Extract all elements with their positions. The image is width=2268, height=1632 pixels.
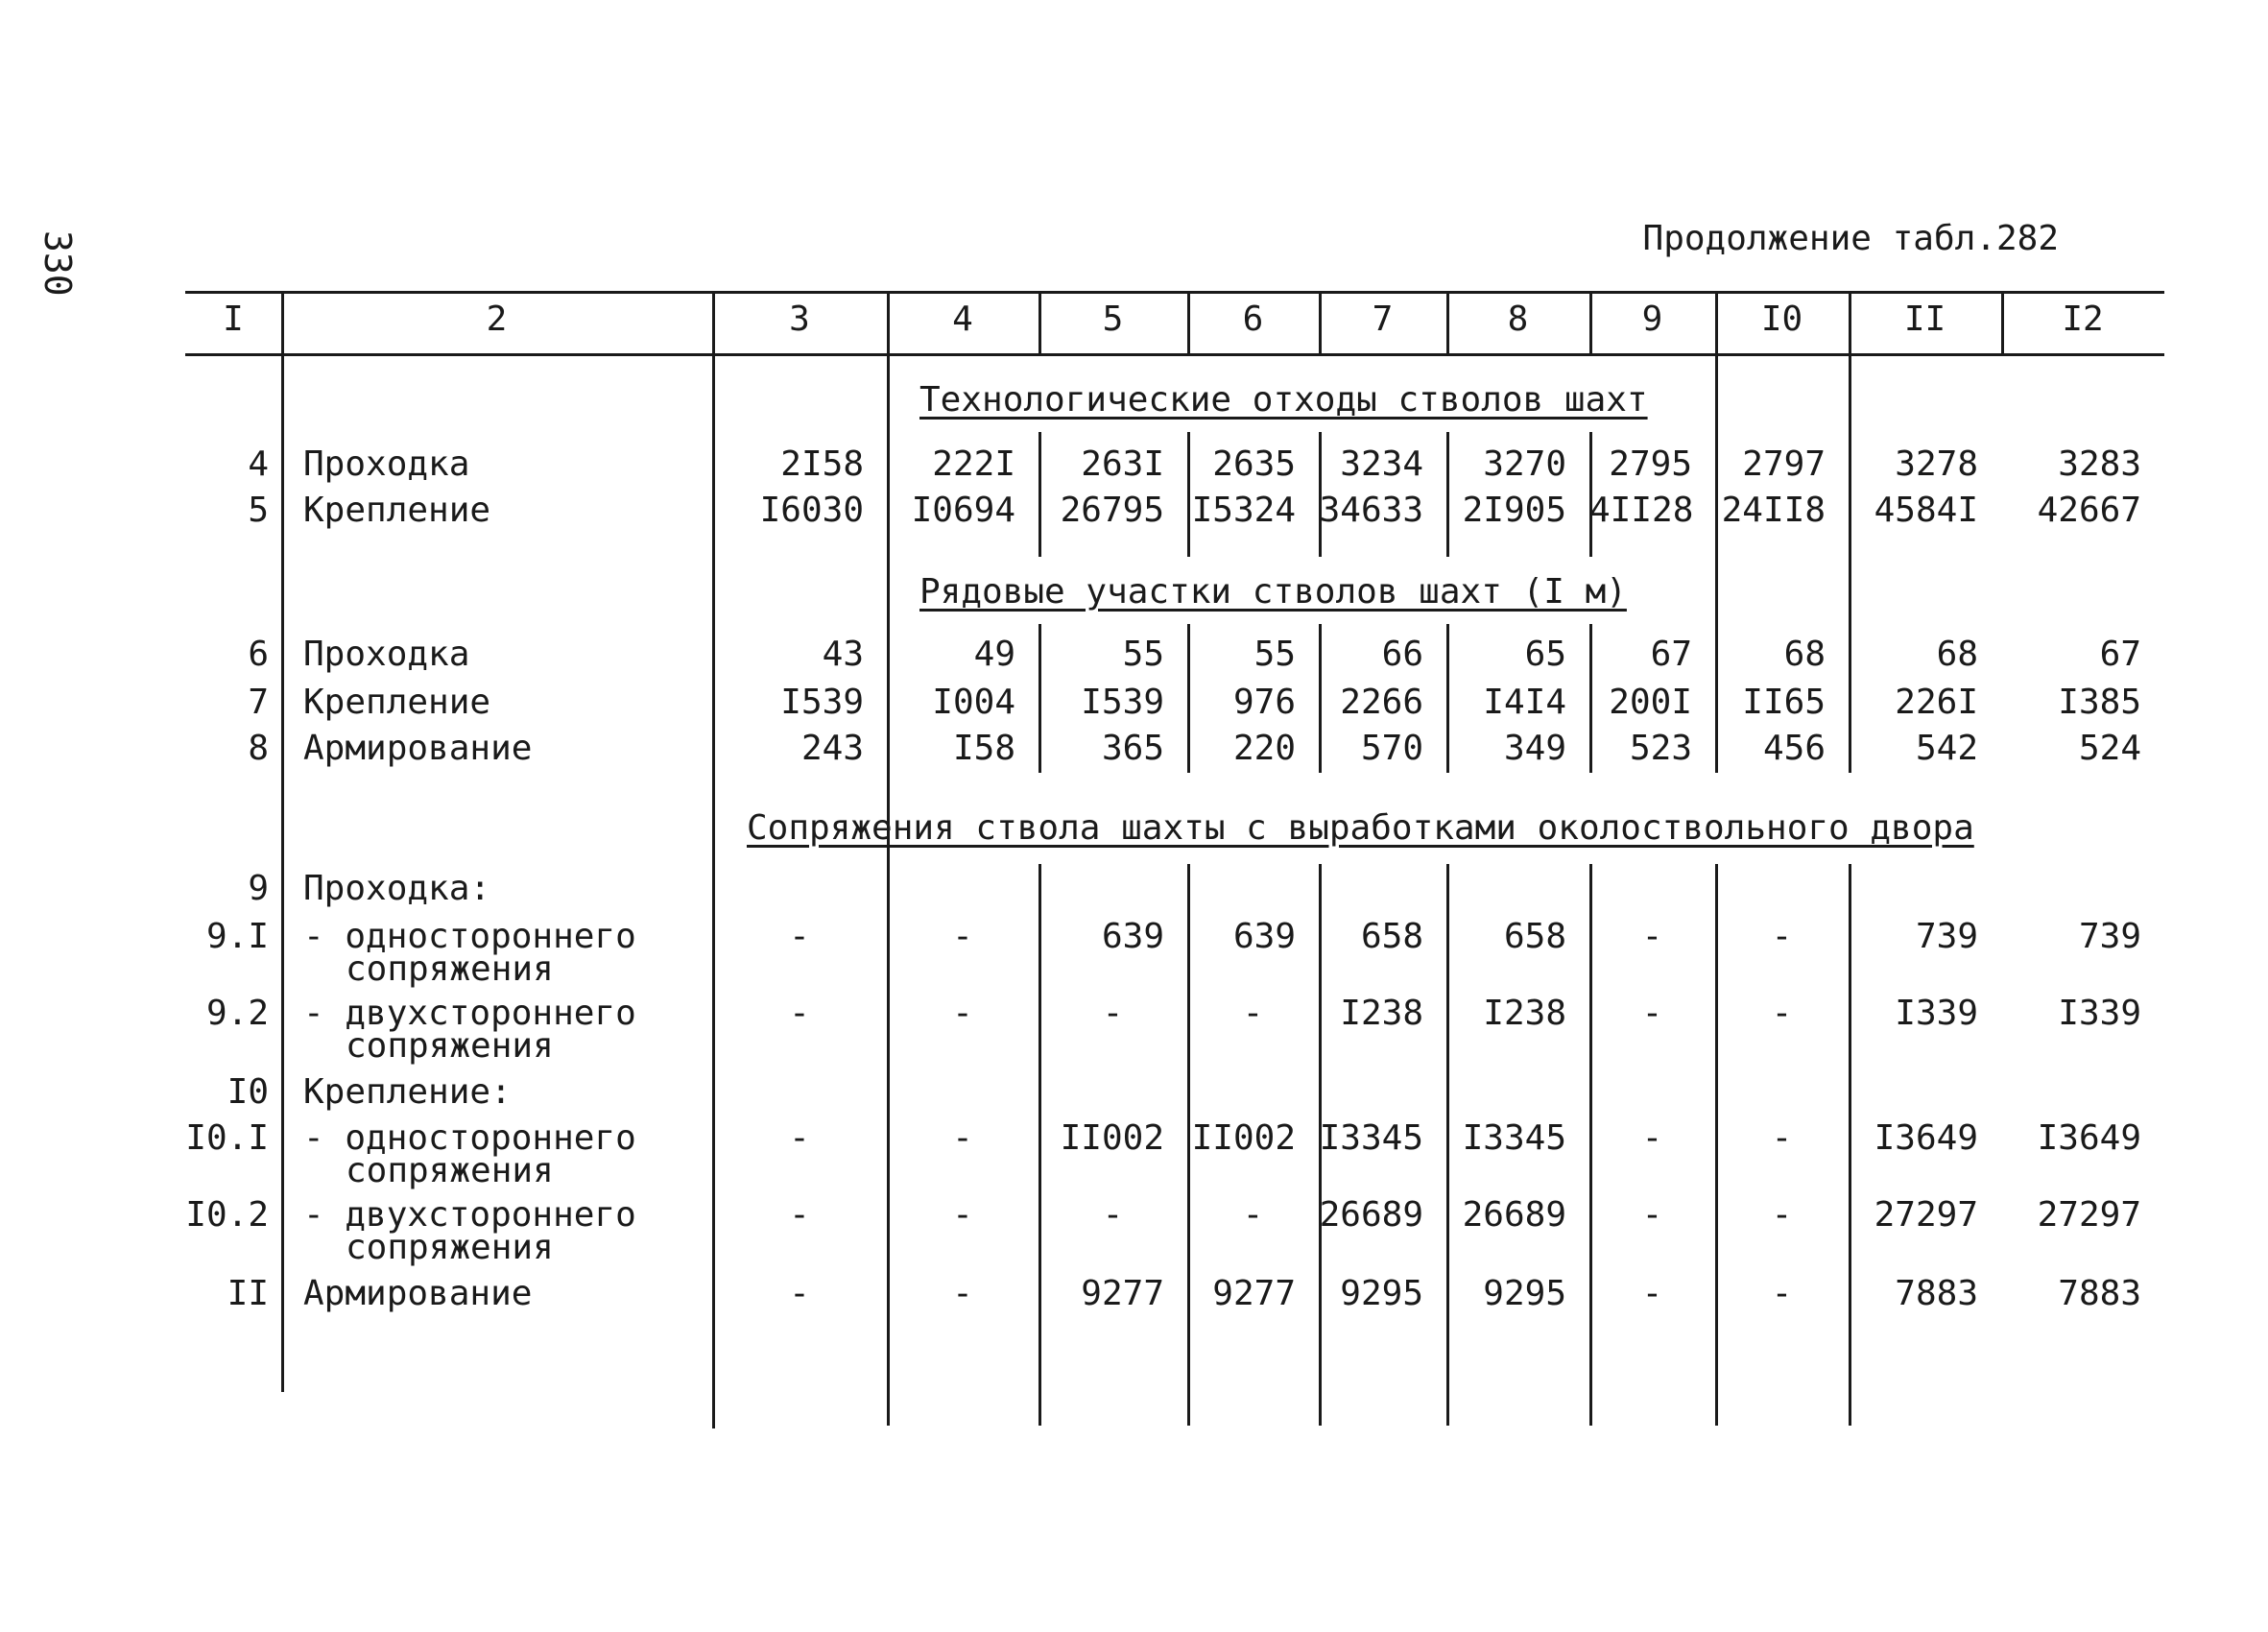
- table-cell: 24II8: [1721, 491, 1826, 530]
- row-number: I0.I: [185, 1118, 269, 1158]
- table-cell: I539: [1081, 683, 1164, 722]
- table-cell: 27297: [2037, 1195, 2141, 1235]
- table-cell: II002: [1060, 1118, 1164, 1158]
- table-cell: -: [789, 1274, 810, 1313]
- table-cell: 3278: [1895, 444, 1978, 484]
- row-number: I0: [227, 1072, 269, 1112]
- column-divider: [281, 356, 284, 1392]
- table-cell: II002: [1191, 1118, 1296, 1158]
- table-cell: -: [952, 1118, 973, 1158]
- table-cell: 49: [973, 635, 1015, 674]
- table-cell: 570: [1360, 729, 1423, 768]
- table-cell: I5324: [1191, 491, 1296, 530]
- page-number: 330: [36, 230, 79, 297]
- column-header: 5: [1102, 300, 1124, 339]
- table-cell: I4I4: [1483, 683, 1566, 722]
- table-cell: 7883: [2058, 1274, 2141, 1313]
- table-cell: -: [1102, 1195, 1124, 1235]
- table-cell: 524: [2078, 729, 2141, 768]
- table-cell: 55: [1253, 635, 1296, 674]
- table-cell: 2797: [1742, 444, 1826, 484]
- table-cell: -: [952, 994, 973, 1033]
- row-name: - одностороннего: [303, 1118, 636, 1158]
- table-cell: 9277: [1212, 1274, 1296, 1313]
- row-number: 6: [248, 635, 269, 674]
- table-cell: 2I905: [1462, 491, 1566, 530]
- table-cell: -: [1771, 1118, 1793, 1158]
- section-title: Технологические отходы стволов шахт: [919, 380, 1648, 420]
- section-title: Рядовые участки стволов шахт (I м): [919, 572, 1627, 612]
- table-cell: -: [1641, 1274, 1663, 1313]
- table-cell: 27297: [1874, 1195, 1978, 1235]
- row-name: Проходка: [303, 444, 470, 484]
- table-caption: Продолжение табл.282: [1642, 219, 2059, 258]
- column-header: II: [1903, 300, 1946, 339]
- table-cell: 4II28: [1589, 491, 1694, 530]
- table-cell: 26689: [1462, 1195, 1566, 1235]
- table-cell: -: [1771, 917, 1793, 956]
- table-cell: -: [952, 1195, 973, 1235]
- table-cell: 263I: [1081, 444, 1164, 484]
- table-cell: I6030: [759, 491, 864, 530]
- table-cell: -: [1771, 994, 1793, 1033]
- table-cell: I0694: [911, 491, 1015, 530]
- row-name-continued: сопряжения: [346, 1228, 554, 1267]
- table-cell: 365: [1101, 729, 1164, 768]
- row-name: Крепление: [303, 491, 491, 530]
- table-cell: -: [1641, 1195, 1663, 1235]
- row-name: Армирование: [303, 729, 533, 768]
- column-header: 8: [1507, 300, 1529, 339]
- table-cell: I339: [1895, 994, 1978, 1033]
- row-number: 7: [248, 683, 269, 722]
- table-cell: I004: [932, 683, 1015, 722]
- table-cell: -: [789, 1195, 810, 1235]
- row-name: - двухстороннего: [303, 1195, 636, 1235]
- table-cell: 67: [1650, 635, 1692, 674]
- table-cell: 639: [1232, 917, 1296, 956]
- table-cell: I3345: [1319, 1118, 1423, 1158]
- header-top-rule: [185, 291, 2164, 294]
- table-cell: 976: [1232, 683, 1296, 722]
- table-cell: 2I58: [780, 444, 864, 484]
- table-cell: I3649: [2037, 1118, 2141, 1158]
- table-cell: 26689: [1319, 1195, 1423, 1235]
- section-title: Сопряжения ствола шахты с выработками околоствольного двора: [747, 808, 1974, 848]
- table-cell: -: [1641, 994, 1663, 1033]
- table-cell: I3345: [1462, 1118, 1566, 1158]
- table-cell: 67: [2099, 635, 2141, 674]
- table-cell: -: [1242, 1195, 1264, 1235]
- table-cell: 639: [1101, 917, 1164, 956]
- row-name: Крепление:: [303, 1072, 512, 1112]
- table-cell: 200I: [1609, 683, 1692, 722]
- header-bottom-rule: [185, 353, 2164, 356]
- table-cell: 3234: [1340, 444, 1423, 484]
- table-cell: -: [789, 994, 810, 1033]
- table-cell: -: [1242, 994, 1264, 1033]
- table-cell: 9295: [1483, 1274, 1566, 1313]
- table-cell: 34633: [1319, 491, 1423, 530]
- table-cell: 26795: [1060, 491, 1164, 530]
- table-cell: 739: [2078, 917, 2141, 956]
- table-cell: 7883: [1895, 1274, 1978, 1313]
- table-cell: -: [1641, 917, 1663, 956]
- table-cell: 456: [1762, 729, 1826, 768]
- column-header: 7: [1372, 300, 1394, 339]
- table-cell: 68: [1936, 635, 1978, 674]
- table-cell: -: [789, 917, 810, 956]
- table-cell: 542: [1915, 729, 1978, 768]
- column-header: 6: [1242, 300, 1264, 339]
- table-cell: 2635: [1212, 444, 1296, 484]
- table-cell: 42667: [2037, 491, 2141, 530]
- table-cell: -: [952, 917, 973, 956]
- column-header: 2: [486, 300, 508, 339]
- table-cell: 9277: [1081, 1274, 1164, 1313]
- row-number: 9.I: [205, 917, 269, 956]
- table-cell: 658: [1360, 917, 1423, 956]
- table-cell: II65: [1742, 683, 1826, 722]
- table-cell: 65: [1524, 635, 1566, 674]
- column-header: 3: [789, 300, 810, 339]
- row-number: I0.2: [185, 1195, 269, 1235]
- table-cell: I238: [1340, 994, 1423, 1033]
- row-name: Проходка:: [303, 869, 491, 908]
- table-cell: I58: [952, 729, 1015, 768]
- row-name-continued: сопряжения: [346, 1151, 554, 1190]
- column-header: I0: [1760, 300, 1803, 339]
- row-name: Проходка: [303, 635, 470, 674]
- row-name-continued: сопряжения: [346, 1026, 554, 1066]
- table-cell: 55: [1122, 635, 1164, 674]
- table-cell: 523: [1629, 729, 1692, 768]
- column-header: I: [223, 300, 244, 339]
- table-cell: -: [1102, 994, 1124, 1033]
- column-header: 9: [1641, 300, 1663, 339]
- table-cell: 226I: [1895, 683, 1978, 722]
- table-cell: 68: [1783, 635, 1826, 674]
- row-name-continued: сопряжения: [346, 949, 554, 989]
- row-number: 4: [248, 444, 269, 484]
- table-cell: 9295: [1340, 1274, 1423, 1313]
- column-header: 4: [952, 300, 973, 339]
- table-cell: 66: [1381, 635, 1423, 674]
- row-number: 9.2: [205, 994, 269, 1033]
- table-cell: I3649: [1874, 1118, 1978, 1158]
- table-cell: 3270: [1483, 444, 1566, 484]
- table-cell: 43: [822, 635, 864, 674]
- table-cell: 4584I: [1874, 491, 1978, 530]
- table-cell: I385: [2058, 683, 2141, 722]
- row-name: - одностороннего: [303, 917, 636, 956]
- table-cell: I238: [1483, 994, 1566, 1033]
- table-cell: 222I: [932, 444, 1015, 484]
- table-cell: 2795: [1609, 444, 1692, 484]
- table-cell: 349: [1503, 729, 1566, 768]
- table-cell: 220: [1232, 729, 1296, 768]
- table-cell: -: [952, 1274, 973, 1313]
- table-cell: 658: [1503, 917, 1566, 956]
- table-cell: I339: [2058, 994, 2141, 1033]
- table-cell: -: [1771, 1195, 1793, 1235]
- table-cell: 3283: [2058, 444, 2141, 484]
- table-cell: -: [789, 1118, 810, 1158]
- row-number: II: [227, 1274, 269, 1313]
- row-name: Крепление: [303, 683, 491, 722]
- row-number: 5: [248, 491, 269, 530]
- row-number: 8: [248, 729, 269, 768]
- table-cell: I539: [780, 683, 864, 722]
- table-cell: -: [1641, 1118, 1663, 1158]
- table-cell: 2266: [1340, 683, 1423, 722]
- row-name: Армирование: [303, 1274, 533, 1313]
- table-cell: 739: [1915, 917, 1978, 956]
- table-cell: -: [1771, 1274, 1793, 1313]
- table-cell: 243: [800, 729, 864, 768]
- column-header: I2: [2062, 300, 2104, 339]
- row-number: 9: [248, 869, 269, 908]
- row-name: - двухстороннего: [303, 994, 636, 1033]
